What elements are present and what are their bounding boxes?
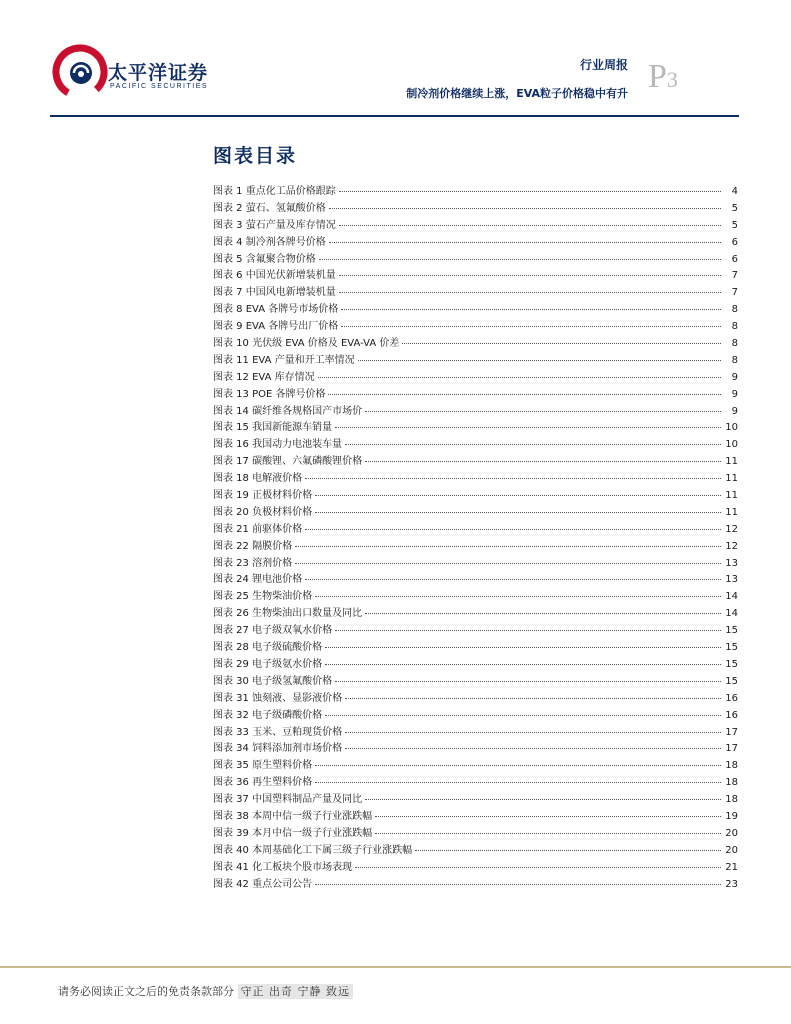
- toc-leader-dots: [295, 546, 721, 547]
- toc-entry-label: 图表 21 前驱体价格: [213, 523, 303, 535]
- toc-entry-label: 图表 8 EVA 各牌号市场价格: [213, 304, 339, 316]
- toc-entry-label: 图表 24 锂电池价格: [213, 574, 303, 586]
- toc-entry[interactable]: [213, 739, 738, 756]
- toc-entry[interactable]: [213, 621, 738, 638]
- toc-entry-page: 18: [725, 777, 738, 789]
- toc-entry[interactable]: [213, 655, 738, 672]
- toc-leader-dots: [335, 681, 721, 682]
- toc-entry-label: 图表 36 再生塑料价格: [213, 777, 313, 789]
- toc-entry-label: 图表 41 化工板块个股市场表现: [213, 861, 353, 873]
- toc-entry-page: 7: [731, 270, 738, 282]
- toc-entry-page: 11: [725, 473, 738, 485]
- toc-entry-page: 23: [725, 878, 738, 890]
- toc-entry-page: 12: [725, 523, 738, 535]
- toc-entry-label: 图表 34 饲料添加剂市场价格: [213, 743, 343, 755]
- page-number: [648, 60, 678, 94]
- toc-leader-dots: [295, 563, 721, 564]
- toc-entry[interactable]: [213, 418, 738, 435]
- toc-leader-dots: [345, 444, 721, 445]
- toc-entry-label: 图表 42 重点公司公告: [213, 878, 313, 890]
- toc-entry-label: 图表 32 电子级磷酸价格: [213, 709, 323, 721]
- toc-entry-page: 19: [725, 810, 738, 822]
- toc-leader-dots: [318, 377, 721, 378]
- toc-entry-label: 图表 7 中国风电新增装机量: [213, 287, 336, 299]
- toc-leader-dots: [358, 360, 721, 361]
- toc-entry-label: 图表 11 EVA 产量和开工率情况: [213, 354, 355, 366]
- toc-entry-page: 13: [725, 574, 738, 586]
- report-title: 制冷剂价格继续上涨，EVA粒子价格稳中有升: [406, 87, 628, 100]
- toc-leader-dots: [315, 495, 721, 496]
- toc-entry-label: 图表 35 原生塑料价格: [213, 760, 313, 772]
- toc-entry-label: 图表 30 电子级氢氟酸价格: [213, 675, 333, 687]
- toc-entry-page: 17: [725, 726, 738, 738]
- toc-leader-dots: [375, 833, 721, 834]
- toc-leader-dots: [315, 765, 721, 766]
- toc-entry[interactable]: [213, 469, 738, 486]
- toc-entry-page: 10: [725, 439, 738, 451]
- toc-entry[interactable]: [213, 435, 738, 452]
- toc-leader-dots: [365, 461, 721, 462]
- toc-leader-dots: [341, 309, 721, 310]
- toc-entry-label: 图表 10 光伏级 EVA 价格及 EVA-VA 价差: [213, 338, 400, 350]
- toc-entry[interactable]: [213, 638, 738, 655]
- toc-entry[interactable]: [213, 368, 738, 385]
- toc-leader-dots: [339, 191, 721, 192]
- toc-entry-label: 图表 39 本月中信一级子行业涨跌幅: [213, 827, 373, 839]
- toc-entry-page: 15: [725, 625, 738, 637]
- toc-leader-dots: [305, 478, 721, 479]
- toc-leader-dots: [339, 225, 721, 226]
- toc-entry-page: 17: [725, 743, 738, 755]
- toc-leader-dots: [315, 512, 721, 513]
- toc-leader-dots: [345, 732, 721, 733]
- toc-leader-dots: [329, 242, 721, 243]
- toc-leader-dots: [328, 394, 721, 395]
- toc-entry[interactable]: [213, 554, 738, 571]
- toc-entry[interactable]: [213, 773, 738, 790]
- toc-leader-dots: [355, 867, 721, 868]
- toc-entry-page: 4: [731, 186, 738, 197]
- toc-leader-dots: [365, 613, 721, 614]
- toc-entry-page: 8: [731, 338, 738, 350]
- pacific-securities-logo-icon: [50, 40, 110, 100]
- toc-entry-label: 图表 31 蚀刻液、显影液价格: [213, 692, 343, 704]
- toc-entry-label: 图表 17 碳酸锂、六氟磷酸锂价格: [213, 456, 363, 468]
- toc-entry[interactable]: [213, 858, 738, 875]
- toc-entry-page: 7: [731, 287, 738, 299]
- toc-list: [213, 182, 738, 891]
- toc-entry[interactable]: [213, 216, 738, 233]
- toc-entry[interactable]: [213, 486, 738, 503]
- toc-entry-page: 13: [725, 557, 738, 569]
- toc-entry[interactable]: [213, 233, 738, 250]
- toc-entry-label: 图表 23 溶剂价格: [213, 557, 293, 569]
- toc-entry[interactable]: [213, 841, 738, 858]
- toc-entry[interactable]: [213, 283, 738, 300]
- toc-entry-page: 5: [731, 202, 738, 214]
- toc-entry-label: 图表 29 电子级氨水价格: [213, 658, 323, 670]
- toc-entry-label: 图表 4 制冷剂各牌号价格: [213, 236, 326, 248]
- toc-leader-dots: [329, 208, 721, 209]
- toc-leader-dots: [339, 275, 721, 276]
- toc-entry[interactable]: [213, 756, 738, 773]
- toc-entry-page: 11: [725, 490, 738, 502]
- toc-leader-dots: [305, 529, 721, 530]
- toc-entry-page: 15: [725, 675, 738, 687]
- toc-entry-page: 15: [725, 642, 738, 654]
- toc-leader-dots: [415, 850, 721, 851]
- toc-entry-label: 图表 2 萤石、氢氟酸价格: [213, 202, 326, 214]
- toc-entry[interactable]: [213, 672, 738, 689]
- toc-entry-label: 图表 27 电子级双氧水价格: [213, 625, 333, 637]
- toc-entry-label: 图表 16 我国动力电池装车量: [213, 439, 343, 451]
- toc-entry[interactable]: [213, 452, 738, 469]
- toc-leader-dots: [315, 884, 721, 885]
- toc-entry-page: 16: [725, 692, 738, 704]
- footer: [58, 983, 353, 999]
- toc-entry-label: 图表 14 碳纤维各规格国产市场价: [213, 405, 363, 417]
- toc-entry[interactable]: [213, 537, 738, 554]
- toc-entry[interactable]: [213, 182, 738, 199]
- toc-leader-dots: [305, 579, 721, 580]
- toc-leader-dots: [345, 748, 721, 749]
- toc-entry-label: 图表 18 电解液价格: [213, 473, 303, 485]
- toc-entry-page: 9: [731, 405, 738, 417]
- toc-entry-label: 图表 3 萤石产量及库存情况: [213, 219, 336, 231]
- toc-entry-label: 图表 13 POE 各牌号价格: [213, 388, 326, 400]
- toc-entry[interactable]: [213, 587, 738, 604]
- disclaimer-text: 请务必阅读正文之后的免责条款部分: [58, 985, 234, 998]
- toc-leader-dots: [325, 715, 721, 716]
- toc-entry-page: 20: [725, 827, 738, 839]
- toc-entry-page: 18: [725, 794, 738, 806]
- toc-entry-page: 20: [725, 844, 738, 856]
- toc-leader-dots: [335, 427, 721, 428]
- toc-entry-page: 15: [725, 658, 738, 670]
- toc-leader-dots: [345, 698, 721, 699]
- toc-leader-dots: [365, 411, 721, 412]
- toc-leader-dots: [325, 647, 721, 648]
- toc-entry-page: 12: [725, 540, 738, 552]
- toc-entry[interactable]: [213, 266, 738, 283]
- toc-leader-dots: [325, 664, 721, 665]
- toc-entry-label: 图表 26 生物柴油出口数量及同比: [213, 608, 363, 620]
- toc-entry-page: 11: [725, 456, 738, 468]
- toc-entry-label: 图表 15 我国新能源车销量: [213, 422, 333, 434]
- toc-entry-page: 6: [731, 236, 738, 248]
- toc-entry[interactable]: [213, 875, 738, 892]
- toc-entry-label: 图表 19 正极材料价格: [213, 490, 313, 502]
- brand-name-cn: 太平洋证券: [108, 62, 209, 84]
- toc-entry[interactable]: [213, 334, 738, 351]
- toc-leader-dots: [339, 292, 721, 293]
- toc-entry[interactable]: [213, 402, 738, 419]
- toc-entry-label: 图表 28 电子级硫酸价格: [213, 642, 323, 654]
- toc-entry[interactable]: [213, 300, 738, 317]
- toc-entry[interactable]: [213, 824, 738, 841]
- toc-entry-page: 14: [725, 591, 738, 603]
- motto-text: 守正 出奇 宁静 致远: [238, 984, 354, 999]
- toc-entry-label: 图表 40 本周基础化工下属三级子行业涨跌幅: [213, 844, 413, 856]
- toc-leader-dots: [315, 782, 721, 783]
- toc-leader-dots: [319, 259, 721, 260]
- toc-entry[interactable]: [213, 385, 738, 402]
- toc-entry[interactable]: [213, 199, 738, 216]
- toc-entry-label: 图表 22 隔膜价格: [213, 540, 293, 552]
- toc-entry-page: 8: [731, 321, 738, 333]
- page-digit: 3: [666, 67, 678, 92]
- toc-entry-page: 8: [731, 354, 738, 366]
- toc-leader-dots: [335, 630, 721, 631]
- toc-entry-page: 18: [725, 760, 738, 772]
- toc-entry[interactable]: [213, 706, 738, 723]
- toc-entry[interactable]: [213, 723, 738, 740]
- toc-entry[interactable]: [213, 503, 738, 520]
- toc-entry[interactable]: [213, 790, 738, 807]
- toc-entry-label: 图表 25 生物柴油价格: [213, 591, 313, 603]
- toc-entry-page: 11: [725, 506, 738, 518]
- toc-leader-dots: [402, 343, 721, 344]
- toc-entry-label: 图表 20 负极材料价格: [213, 506, 313, 518]
- toc-entry[interactable]: [213, 570, 738, 587]
- toc-entry[interactable]: [213, 689, 738, 706]
- page-prefix: P: [648, 58, 667, 95]
- toc-entry-label: 图表 37 中国塑料制品产量及同比: [213, 794, 363, 806]
- toc-entry[interactable]: [213, 520, 738, 537]
- toc-entry-label: 图表 9 EVA 各牌号出厂价格: [213, 321, 339, 333]
- toc-entry-label: 图表 5 含氟聚合物价格: [213, 253, 316, 265]
- brand-name-en: PACIFIC SECURITIES: [110, 83, 209, 90]
- toc-entry-page: 9: [731, 388, 738, 400]
- toc-entry[interactable]: [213, 351, 738, 368]
- header-divider: [50, 115, 739, 117]
- toc-entry-page: 21: [725, 861, 738, 873]
- toc-entry-page: 9: [731, 371, 738, 383]
- toc-entry-page: 5: [731, 219, 738, 231]
- toc-entry[interactable]: [213, 604, 738, 621]
- toc-entry-page: 10: [725, 422, 738, 434]
- toc-entry-page: 14: [725, 608, 738, 620]
- toc-leader-dots: [315, 596, 721, 597]
- report-type: 行业周报: [579, 58, 628, 72]
- toc-entry-page: 16: [725, 709, 738, 721]
- toc-entry-label: 图表 1 重点化工品价格跟踪: [213, 186, 336, 197]
- toc-entry-label: 图表 12 EVA 库存情况: [213, 371, 315, 383]
- toc-entry[interactable]: [213, 807, 738, 824]
- toc-leader-dots: [365, 799, 721, 800]
- toc-entry-page: 6: [731, 253, 738, 265]
- toc-entry[interactable]: [213, 317, 738, 334]
- toc-leader-dots: [341, 326, 721, 327]
- toc-heading: 图表目录: [213, 145, 298, 167]
- toc-entry-label: 图表 6 中国光伏新增装机量: [213, 270, 336, 282]
- toc-entry-page: 8: [731, 304, 738, 316]
- toc-entry-label: 图表 33 玉米、豆粕现货价格: [213, 726, 343, 738]
- footer-divider: [0, 966, 791, 968]
- toc-leader-dots: [375, 816, 721, 817]
- toc-entry[interactable]: [213, 250, 738, 267]
- toc-entry-label: 图表 38 本周中信一级子行业涨跌幅: [213, 810, 373, 822]
